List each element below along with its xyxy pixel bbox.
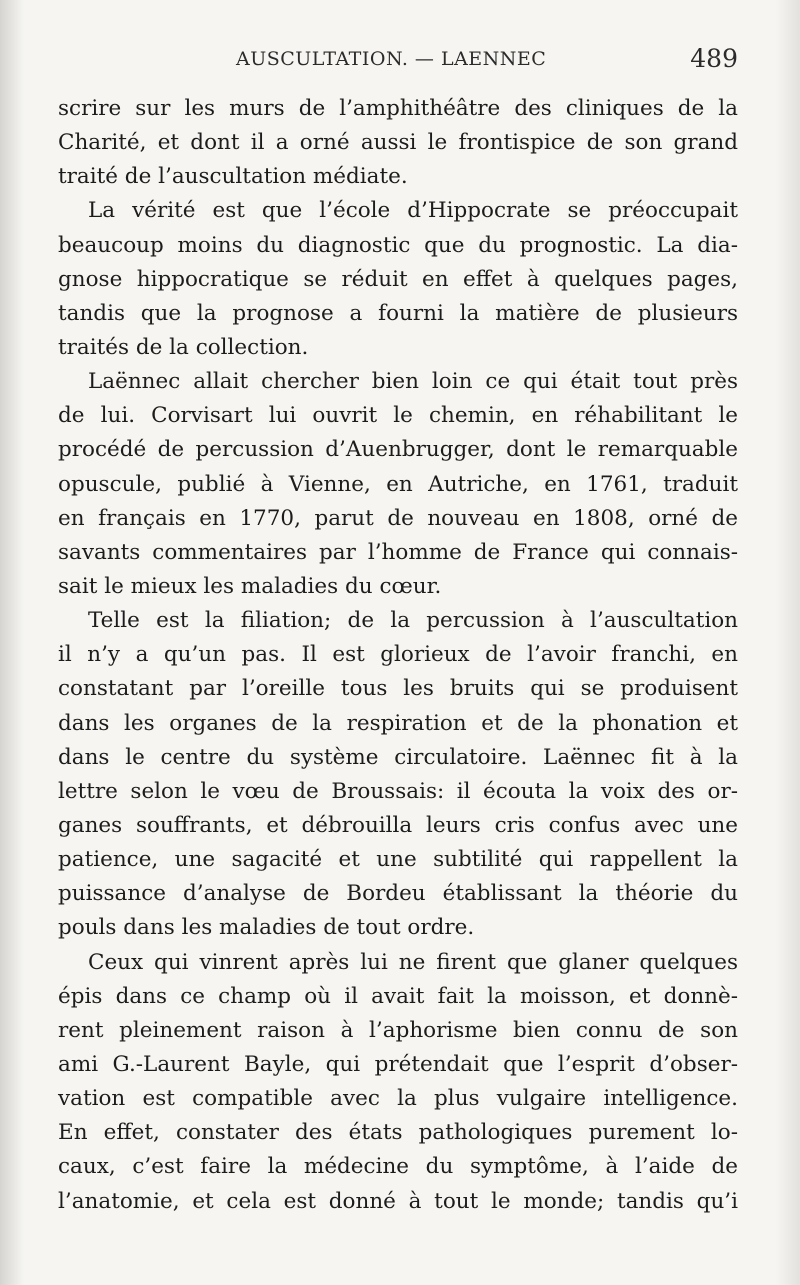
text-line: épis dans ce champ où il avait fait la moisson, et donnè-: [58, 983, 738, 1009]
text-line: constatant par l’oreille tous les bruits qui se produisent: [58, 676, 738, 702]
text-line: scrire sur les murs de l’amphithéâtre des cliniques de la: [58, 96, 738, 121]
running-head: [58, 44, 738, 76]
text-line: beaucoup moins du diagnostic que du prognostic. La dia-: [58, 232, 738, 258]
page-left-edge-shadow: [0, 0, 24, 1285]
text-line: Telle est la filiation; de la percussion à l’auscultation: [88, 608, 738, 634]
text-line: gnose hippocratique se réduit en effet à quelques pages,: [58, 266, 738, 292]
text-line: puissance d’analyse de Bordeu établissant la théorie du: [58, 881, 738, 907]
text-line: lettre selon le vœu de Broussais: il écouta la voix des or-: [58, 778, 738, 804]
body-text: [58, 92, 738, 1219]
text-line: savants commentaires par l’homme de France qui connais-: [58, 539, 738, 565]
text-line: caux, c’est faire la médecine du symptôme, à l’aide de: [58, 1154, 738, 1180]
text-line: traités de la collection.: [58, 334, 309, 360]
text-line: rent pleinement raison à l’aphorisme bien connu de son: [58, 1017, 738, 1043]
text-line: sait le mieux les maladies du cœur.: [58, 573, 442, 599]
text-line: de lui. Corvisart lui ouvrit le chemin, en réhabilitant le: [58, 403, 738, 429]
page-number: 489: [690, 44, 738, 73]
text-line: En effet, constater des états pathologiques purement lo-: [58, 1120, 738, 1146]
text-line: Charité, et dont il a orné aussi le frontispice de son grand: [58, 130, 738, 156]
text-line: opuscule, publié à Vienne, en Autriche, en 1761, traduit: [58, 471, 738, 497]
text-line: il n’y a qu’un pas. Il est glorieux de l’avoir franchi, en: [58, 642, 738, 668]
text-line: patience, une sagacité et une subtilité qui rappellent la: [58, 847, 738, 873]
text-line: La vérité est que l’école d’Hippocrate se préoccupait: [88, 198, 738, 224]
text-line: procédé de percussion d’Auenbrugger, dont le remarquable: [58, 437, 738, 463]
text-line: tandis que la prognose a fourni la matière de plusieurs: [58, 300, 738, 326]
text-line: pouls dans les maladies de tout ordre.: [58, 915, 475, 941]
text-line: ami G.-Laurent Bayle, qui prétendait que l’esprit d’obser-: [58, 1051, 738, 1077]
text-line: vation est compatible avec la plus vulgaire intelligence.: [58, 1086, 738, 1112]
running-title: AUSCULTATION. — LAENNEC: [236, 48, 547, 70]
text-line: en français en 1770, parut de nouveau en 1808, orné de: [58, 505, 738, 531]
text-line: l’anatomie, et cela est donné à tout le monde; tandis qu’i: [58, 1188, 738, 1214]
text-line: traité de l’auscultation médiate.: [58, 164, 408, 190]
text-line: Ceux qui vinrent après lui ne firent que glaner quelques: [88, 949, 738, 975]
text-line: ganes souffrants, et débrouilla leurs cris confus avec une: [58, 812, 738, 838]
text-line: dans les organes de la respiration et de la phonation et: [58, 710, 738, 736]
text-line: dans le centre du système circulatoire. Laënnec fit à la: [58, 744, 738, 770]
page-right-edge-shadow: [776, 0, 800, 1285]
text-line: Laënnec allait chercher bien loin ce qui était tout près: [88, 369, 738, 395]
